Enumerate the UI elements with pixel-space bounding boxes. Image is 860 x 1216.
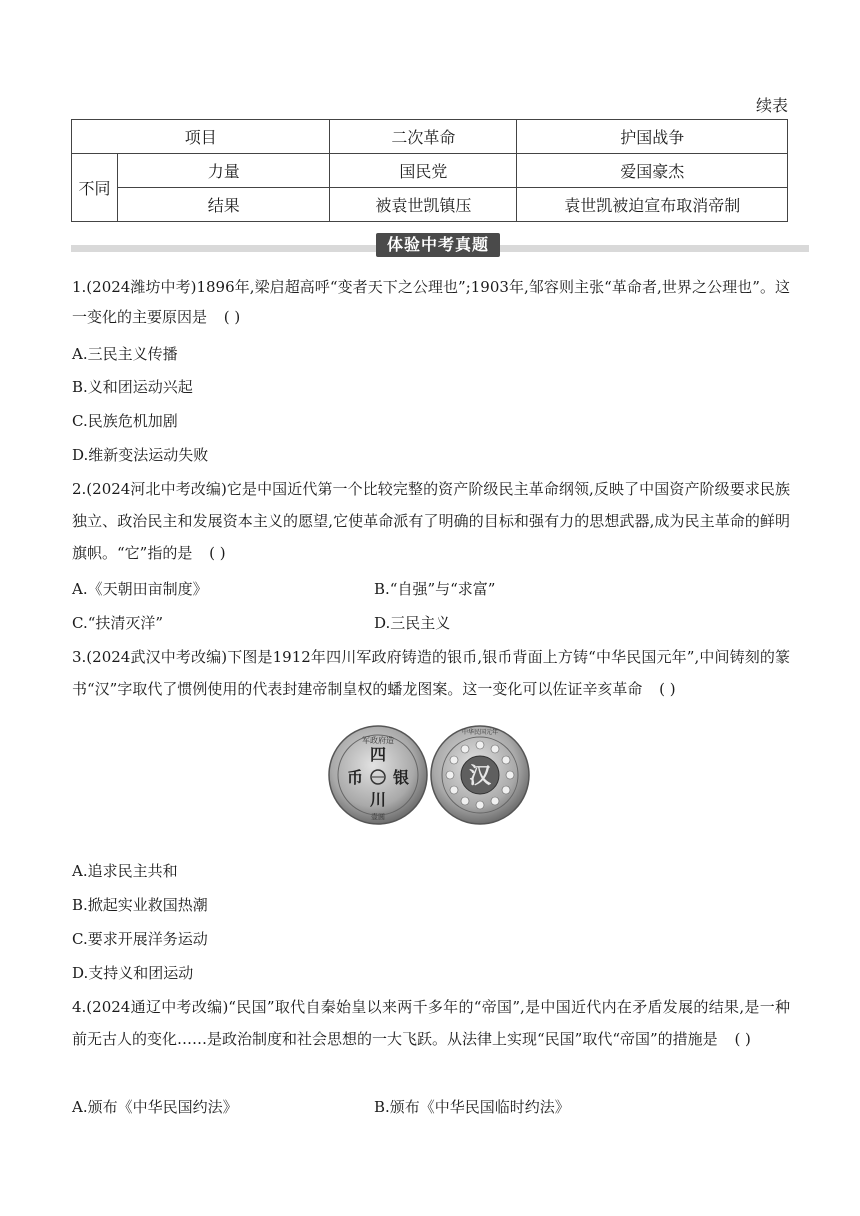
option: B.掀起实业救国热潮 [72, 896, 208, 914]
option: B.颁布《中华民国临时约法》 [374, 1098, 570, 1116]
option: D.三民主义 [374, 614, 451, 632]
option: A.追求民主共和 [72, 862, 178, 880]
table-header-cell: 项目 [72, 120, 330, 154]
answer-paren: ( ) [659, 680, 676, 698]
table-cell: 被袁世凯镇压 [330, 188, 517, 222]
answer-paren: ( ) [734, 1030, 751, 1048]
answer-paren: ( ) [223, 308, 241, 326]
section-title: 体验中考真题 [376, 233, 500, 257]
coin-back [431, 726, 529, 824]
table-row [72, 154, 788, 188]
question-2-stem: 2.(2024河北中考改编)它是中国近代第一个比较完整的资产阶级民主革命纲领,反映了中国资产阶级要求民族独立、政治民主和发展资本主义的愿望,它使革命派有了明确的目标和强有力的思想武器,成为民主革命的鲜明旗帜。“它”指的是 ( ) [72, 473, 790, 569]
option: D.支持义和团运动 [72, 964, 194, 982]
table-header-cell: 二次革命 [330, 120, 517, 154]
coin-front [329, 726, 427, 824]
table-cell: 结果 [118, 188, 330, 222]
option: A.颁布《中华民国约法》 [72, 1098, 238, 1116]
silver-coin-image [328, 723, 530, 827]
question-3-stem: 3.(2024武汉中考改编)下图是1912年四川军政府铸造的银币,银币背面上方铸“中华民国元年”,中间铸刻的篆书“汉”字取代了惯例使用的代表封建帝制皇权的蟠龙图案。这一变化可以佐证辛亥革命 ( ) [72, 641, 790, 705]
option: A.三民主义传播 [72, 345, 178, 363]
table-cell: 爱国豪杰 [517, 154, 788, 188]
option: C.要求开展洋务运动 [72, 930, 208, 948]
coin-front-bottom-text: 壹圆 [371, 813, 385, 821]
table-row [72, 188, 788, 222]
option: B.“自强”与“求富” [374, 580, 496, 598]
question-1-stem: 1.(2024潍坊中考)1896年,梁启超高呼“变者天下之公理也”;1903年,邹容则主张“革命者,世界之公理也”。这一变化的主要原因是 ( ) [72, 272, 790, 332]
option: D.维新变法运动失败 [72, 446, 209, 464]
continued-label: 续表 [755, 96, 788, 115]
table-cell: 袁世凯被迫宣布取消帝制 [517, 188, 788, 222]
option: C.“扶清灭洋” [72, 614, 164, 632]
table-group-label: 不同 [72, 154, 118, 222]
option: B.义和团运动兴起 [72, 378, 193, 396]
option: A.《天朝田亩制度》 [72, 580, 208, 598]
coin-front-char: 川 [369, 790, 387, 809]
table-header-cell: 护国战争 [517, 120, 788, 154]
coin-back-top-text: 中华民国元年 [461, 729, 499, 736]
table-cell: 力量 [118, 154, 330, 188]
table-header-row [72, 120, 788, 154]
coin-front-char: 四 [369, 745, 387, 764]
comparison-table [71, 119, 788, 222]
coin-back-han-character: 汉 [468, 763, 492, 789]
question-4-stem: 4.(2024通辽中考改编)“民国”取代自秦始皇以来两千多年的“帝国”,是中国近代内在矛盾发展的结果,是一种前无古人的变化……是政治制度和社会思想的一大飞跃。从法律上实现“民国”取代“帝国”的措施是 ( ) [72, 991, 790, 1055]
table-cell: 国民党 [330, 154, 517, 188]
coin-front-char: 币 [346, 768, 364, 787]
answer-paren: ( ) [209, 544, 226, 562]
coin-front-top-text: 军政府造 [362, 736, 394, 745]
option: C.民族危机加剧 [72, 412, 178, 430]
coin-front-char: 银 [392, 768, 410, 787]
